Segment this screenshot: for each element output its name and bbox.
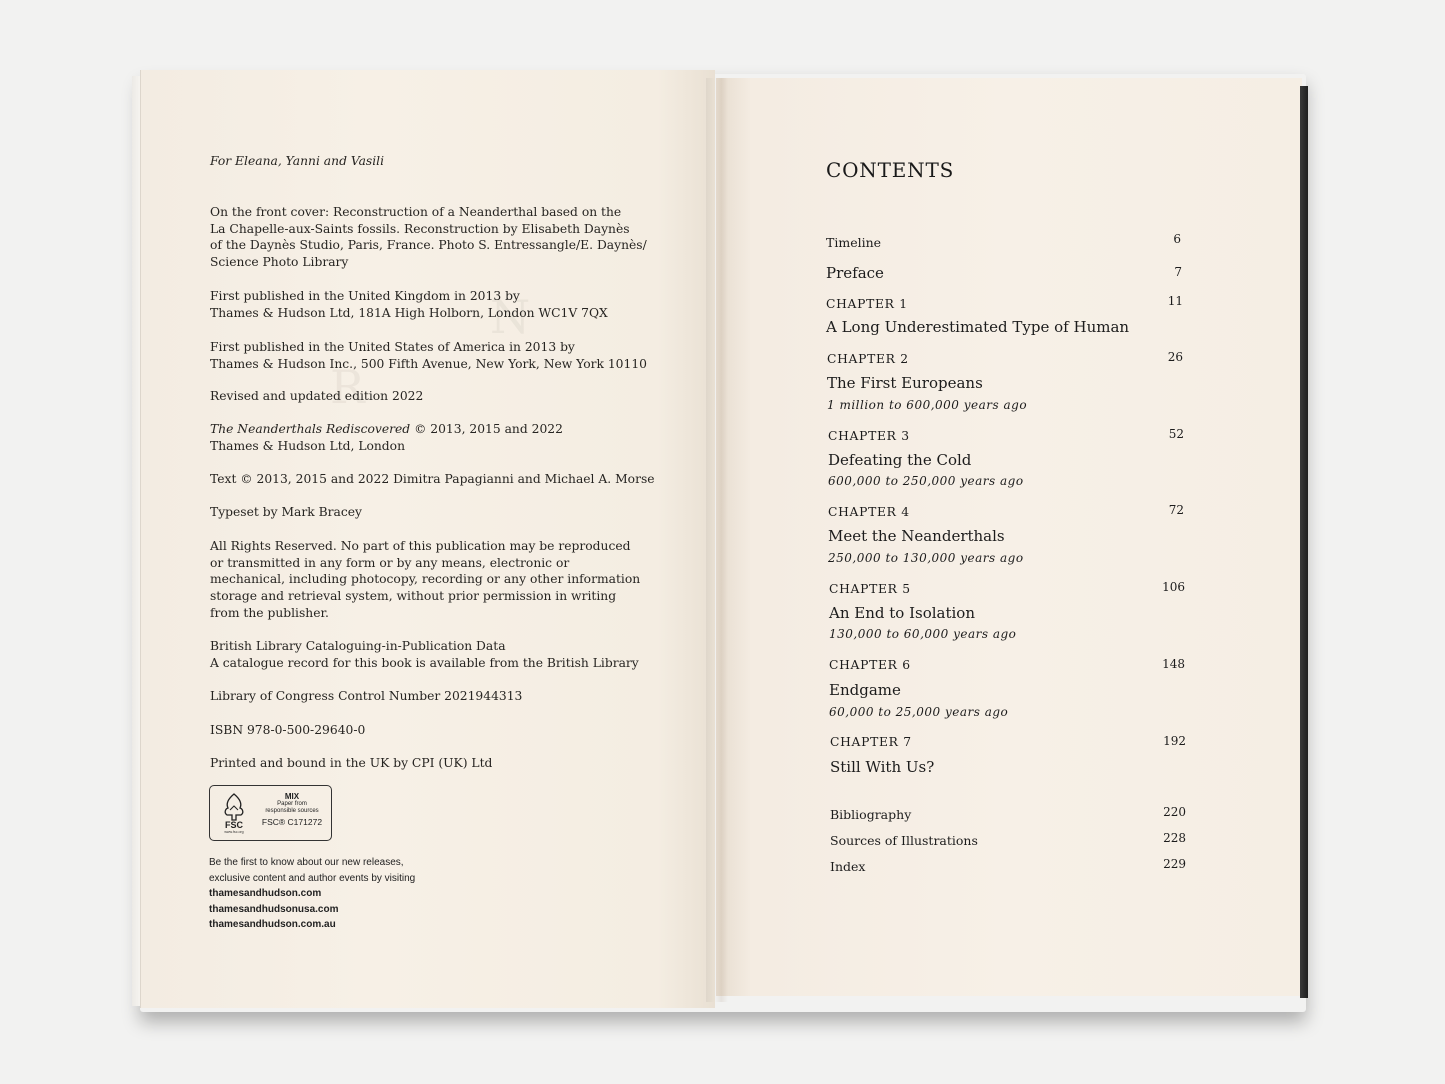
chapter-label: CHAPTER 7 [830,735,912,749]
fsc-mix: MIX [284,792,300,801]
copyright-notice [210,421,563,438]
publisher-promo [209,855,415,933]
right-page [716,78,1302,996]
fsc-code: FSC® C171272 [261,817,323,827]
website-link: thamesandhudson.com.au [209,919,336,930]
chapter-label: CHAPTER 4 [828,505,910,519]
fsc-line2: responsible sources [265,808,319,814]
toc-page-number: 52 [1168,427,1184,441]
fsc-logo-text: FSC [225,820,243,830]
chapter-title: Endgame [829,681,901,699]
chapter-label: CHAPTER 6 [829,658,911,672]
toc-page-number: 229 [1163,857,1186,871]
fsc-label [209,785,332,841]
toc-entry-label: Bibliography [830,807,912,822]
copyright-book-title: The Neanderthals Rediscovered [210,422,411,436]
chapter-period: 1 million to 600,000 years ago [827,398,1028,412]
toc-page-number: 7 [1174,265,1182,279]
loc-number: Library of Congress Control Number 2021944313 [210,689,523,703]
fsc-tree-icon [219,791,249,835]
chapter-period: 130,000 to 60,000 years ago [829,627,1017,641]
back-cover-edge [1300,86,1308,998]
chapter-period: 600,000 to 250,000 years ago [828,474,1024,488]
show-through-text: N [490,290,531,344]
copyright-years: © 2013, 2015 and 2022 [410,422,563,436]
chapter-label: CHAPTER 1 [826,297,908,311]
copyright-holder: Thames & Hudson Ltd, London [210,439,406,453]
chapter-title: Meet the Neanderthals [828,527,1005,545]
cip-data: British Library Cataloguing-in-Publication Data A catalogue record for this book is available from the British Library [210,639,639,670]
chapter-period: 60,000 to 25,000 years ago [829,705,1009,719]
isbn: ISBN 978-0-500-29640-0 [210,723,366,737]
printer-credit: Printed and bound in the UK by CPI (UK) Ltd [210,756,493,770]
dedication: For Eleana, Yanni and Vasili [210,154,385,168]
website-link: thamesandhudson.com [209,888,322,899]
chapter-label: CHAPTER 3 [828,429,910,443]
chapter-title: The First Europeans [827,374,983,392]
chapter-label: CHAPTER 2 [827,352,909,366]
typeset-credit: Typeset by Mark Bracey [210,505,362,519]
fsc-url: www.fsc.org [224,830,244,834]
website-link: thamesandhudsonusa.com [209,903,339,915]
cover-credit: On the front cover: Reconstruction of a Neanderthal based on the La Chapelle-aux-Saints fossils. Reconstruction by Elisabeth Daynès of the Daynès Studio, Paris, France. Photo S. Entressangle/E. Daynès/ Science Photo Library [210,205,647,270]
toc-page-number: 228 [1163,831,1186,845]
toc-page-number: 220 [1163,805,1186,819]
promo-line: Be the first to know about our new releases, [209,857,404,868]
revised-edition: Revised and updated edition 2022 [210,389,424,403]
rights-statement: All Rights Reserved. No part of this publication may be reproduced or transmitted in any form or by any means, electronic or mechanical, including photocopy, recording or any other information storage and retrieval system, without prior permission in writing from the publisher. [210,539,641,620]
chapter-title: Defeating the Cold [828,451,972,469]
show-through-text: R [330,360,365,414]
chapter-title: Still With Us? [830,758,935,776]
toc-entry-label: Index [830,859,866,874]
book-gutter [706,78,728,1002]
text-copyright: Text © 2013, 2015 and 2022 Dimitra Papagianni and Michael A. Morse [210,472,655,486]
toc-entry-label: Timeline [826,235,882,250]
chapter-label: CHAPTER 5 [829,582,911,596]
toc-page-number: 11 [1167,294,1183,308]
fsc-line1: Paper from [277,801,307,807]
toc-entry-label: Sources of Illustrations [830,833,978,848]
chapter-title: A Long Underestimated Type of Human [826,318,1130,336]
promo-line: exclusive content and author events by visiting [209,872,416,884]
first-published-usa: First published in the United States of America in 2013 by Thames & Hudson Inc., 500 Fifth Avenue, New York, New York 10110 [210,340,647,371]
toc-page-number: 148 [1162,657,1185,671]
first-published-uk: First published in the United Kingdom in 2013 by Thames & Hudson Ltd, 181A High Holborn, London WC1V 7QX [210,289,608,320]
toc-page-number: 26 [1167,350,1183,364]
chapter-period: 250,000 to 130,000 years ago [828,551,1024,565]
toc-page-number: 72 [1168,503,1184,517]
chapter-title: An End to Isolation [829,604,975,622]
toc-entry-label: Preface [826,264,884,282]
contents-title: CONTENTS [826,158,955,182]
toc-page-number: 106 [1162,580,1185,594]
toc-page-number: 192 [1163,734,1186,748]
toc-page-number: 6 [1173,232,1181,246]
